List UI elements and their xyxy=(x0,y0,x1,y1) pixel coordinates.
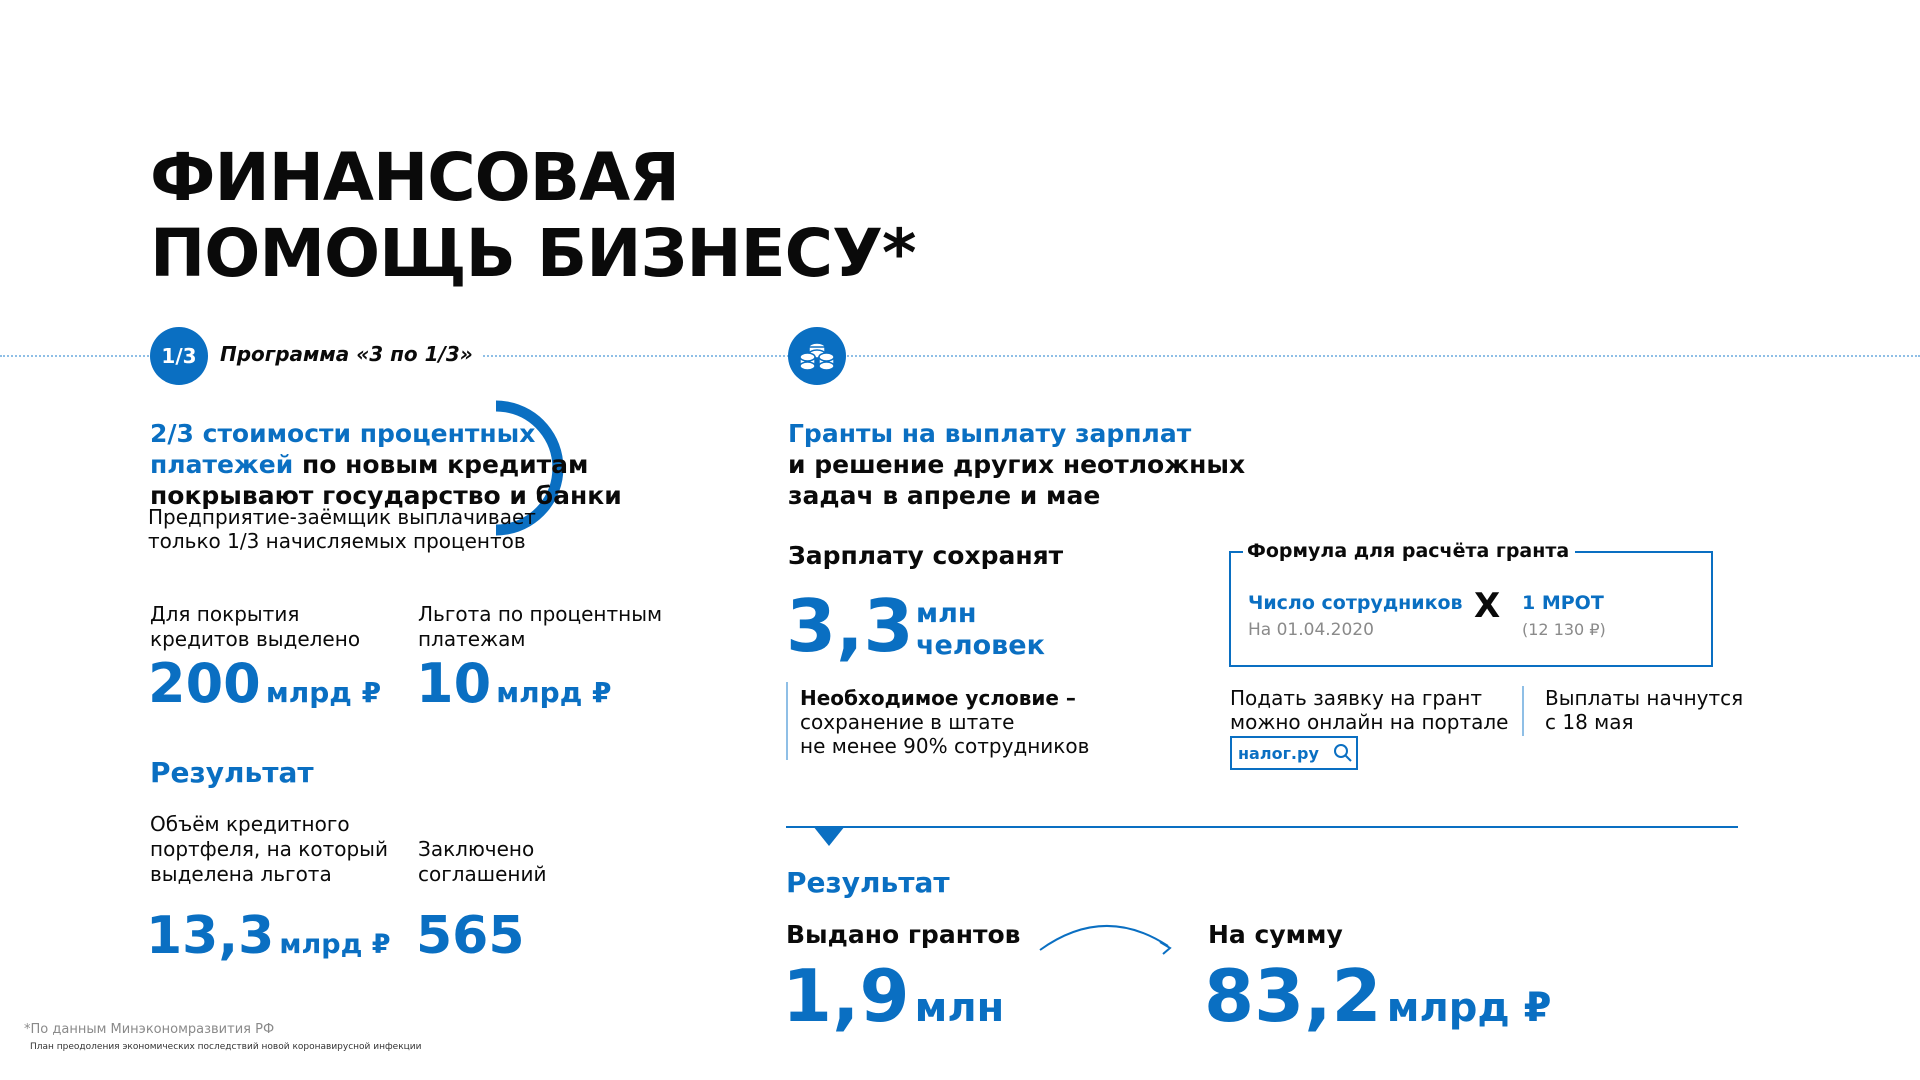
stat-benefit-label-1: Льгота по процентным xyxy=(418,602,663,626)
apply-line-2: можно онлайн на портале xyxy=(1230,710,1509,734)
payout-line-2: с 18 мая xyxy=(1545,710,1634,734)
page-title xyxy=(150,140,916,292)
program-badge: 1/3 xyxy=(150,327,208,385)
grants-lead-3: задач в апреле и мае xyxy=(788,481,1101,510)
lead-line-2-blue: платежей xyxy=(150,450,294,479)
condition-line-2: не менее 90% сотрудников xyxy=(800,734,1090,758)
stat-benefit-label xyxy=(418,602,662,652)
grants-lead xyxy=(788,418,1245,511)
lead-line-1: 2/3 стоимости процентных xyxy=(150,419,536,448)
program-label: Программа «3 по 1/3» xyxy=(208,342,483,366)
lead-line-3: покрывают государство и банки xyxy=(150,481,622,510)
stat-allocated-label xyxy=(150,602,360,652)
stat-allocated-label-2: кредитов выделено xyxy=(150,627,361,651)
portal-search[interactable] xyxy=(1230,736,1358,770)
stat-benefit-label-2: платежам xyxy=(418,627,526,651)
search-icon xyxy=(1333,743,1353,763)
portal-name[interactable]: налог.ру xyxy=(1238,743,1319,763)
res-portfolio-unit: млрд ₽ xyxy=(279,929,391,960)
title-line-1: ФИНАНСОВАЯ xyxy=(150,139,679,216)
res-portfolio-number: 13,3 xyxy=(146,906,275,966)
res-agreements-label xyxy=(418,837,546,887)
formula-title: Формула для расчёта гранта xyxy=(1247,540,1570,562)
formula-employees: Число сотрудников xyxy=(1248,592,1463,614)
condition-bar xyxy=(786,682,788,760)
stat-allocated-unit: млрд ₽ xyxy=(265,676,382,709)
result-pointer xyxy=(813,826,845,846)
apply-line-1: Подать заявку на грант xyxy=(1230,686,1483,710)
issued-label: Выдано грантов xyxy=(786,920,1021,949)
program-lead xyxy=(150,418,622,511)
payout-line-1: Выплаты начнутся xyxy=(1545,686,1744,710)
program-sub xyxy=(148,505,536,553)
res-portfolio-value xyxy=(146,906,391,966)
salary-label: Зарплату сохранят xyxy=(788,541,1064,570)
issued-unit: млн xyxy=(914,985,1005,1031)
salary-unit-1: млн xyxy=(916,598,977,629)
res-portfolio-label-3: выделена льгота xyxy=(150,862,332,886)
coins-icon xyxy=(788,327,846,385)
res-agreements-value xyxy=(416,906,525,966)
formula-employees-date: На 01.04.2020 xyxy=(1248,620,1374,640)
issued-value xyxy=(782,954,1004,1038)
stat-allocated-value xyxy=(148,652,381,715)
sum-unit: млрд ₽ xyxy=(1386,985,1552,1031)
formula-multiply: X xyxy=(1474,586,1501,626)
sum-value xyxy=(1204,954,1551,1038)
grants-result-heading: Результат xyxy=(786,866,950,899)
program-result-heading: Результат xyxy=(150,756,314,789)
grants-lead-1: Гранты на выплату зарплат xyxy=(788,419,1192,448)
res-agreements-number: 565 xyxy=(416,906,525,966)
grants-lead-2: и решение других неотложных xyxy=(788,450,1246,479)
formula-mrot-sum: (12 130 ₽) xyxy=(1522,620,1606,639)
payout-text xyxy=(1545,686,1743,734)
stat-allocated-label-1: Для покрытия xyxy=(150,602,300,626)
arrow-icon xyxy=(1036,912,1180,958)
res-portfolio-label xyxy=(150,812,388,887)
condition-text xyxy=(800,686,1089,758)
stat-benefit-value xyxy=(416,652,612,715)
condition-bold: Необходимое условие – xyxy=(800,686,1076,710)
issued-number: 1,9 xyxy=(782,954,910,1038)
result-separator xyxy=(786,826,1738,828)
res-agreements-label-2: соглашений xyxy=(418,862,547,886)
footnote: *По данным Минэкономразвития РФ xyxy=(24,1022,275,1037)
res-agreements-label-1: Заключено xyxy=(418,837,535,861)
title-line-2: ПОМОЩЬ БИЗНЕСУ* xyxy=(150,215,916,292)
sum-label: На сумму xyxy=(1208,920,1343,949)
source-note: План преодоления экономических последствий новой коронавирусной инфекции xyxy=(30,1042,422,1052)
formula-mrot: 1 МРОТ xyxy=(1522,592,1604,614)
payout-bar xyxy=(1522,686,1524,736)
salary-unit xyxy=(916,598,1045,662)
salary-unit-2: человек xyxy=(916,630,1045,661)
lead-line-2 xyxy=(150,449,622,480)
salary-value: 3,3 xyxy=(786,584,914,668)
lead-line-2-dark: по новым кредитам xyxy=(293,450,589,479)
condition-line-1: сохранение в штате xyxy=(800,710,1015,734)
program-sub-1: Предприятие-заёмщик выплачивает xyxy=(148,505,536,529)
res-portfolio-label-2: портфеля, на который xyxy=(150,837,388,861)
stat-allocated-number: 200 xyxy=(148,652,261,715)
sum-number: 83,2 xyxy=(1204,954,1382,1038)
res-portfolio-label-1: Объём кредитного xyxy=(150,812,350,836)
program-sub-2: только 1/3 начисляемых процентов xyxy=(148,529,526,553)
stat-benefit-unit: млрд ₽ xyxy=(496,676,612,709)
stat-benefit-number: 10 xyxy=(416,652,492,715)
apply-text xyxy=(1230,686,1509,734)
